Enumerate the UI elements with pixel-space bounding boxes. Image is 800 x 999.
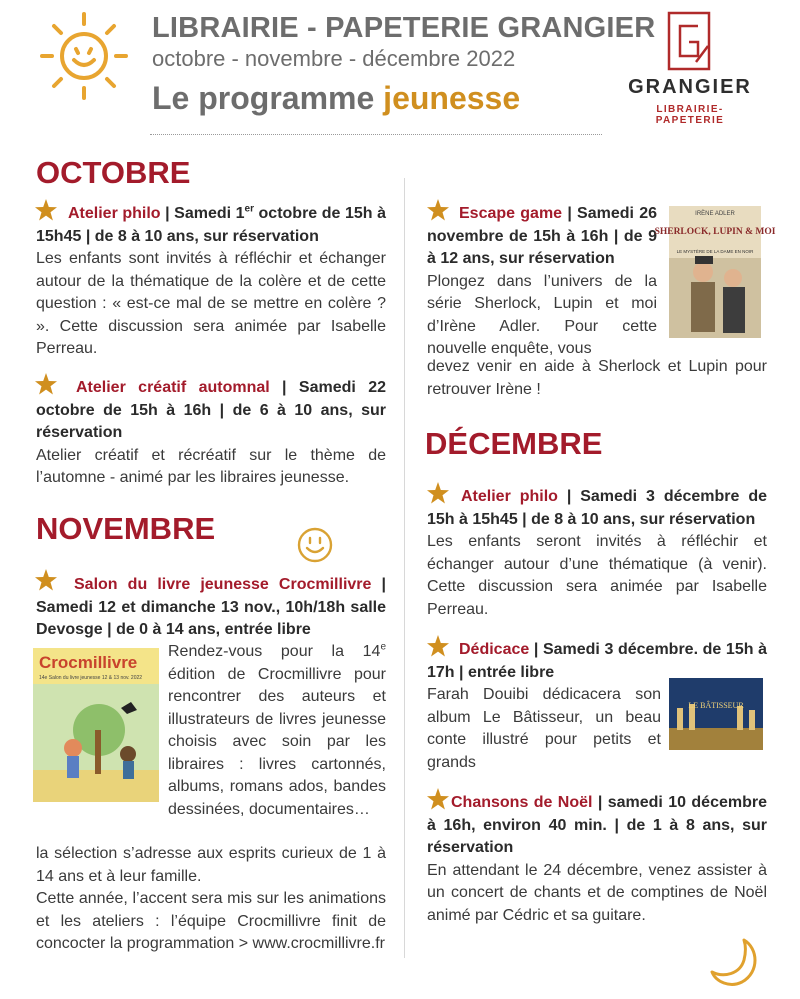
event-october-philo — [36, 203, 386, 361]
description-part: Rendez-vous pour la 14 — [168, 643, 381, 660]
event-header — [427, 792, 767, 860]
event-name: Atelier philo — [461, 488, 558, 505]
event-description: Atelier créatif et récréatif sur le thème de l’automne - animé par les libraires jeunesse. — [36, 446, 386, 486]
event-december-dedicace-text — [427, 684, 661, 774]
poster-title: Crocmillivre — [39, 653, 138, 672]
event-description: Plongez dans l’univers de la série Sherlock, Lupin et moi d’Irène Adler. Pour cette nouvelle enquête, vous — [427, 272, 657, 357]
event-schedule: | Samedi 26 novembre de 15h à 16h | de 9 à 12 ans, sur réservation — [427, 205, 657, 267]
event-description — [168, 641, 386, 821]
month-december: DÉCEMBRE — [425, 426, 603, 461]
header-title: LIBRAIRIE - PAPETERIE GRANGIER — [152, 12, 656, 44]
event-description: Les enfants sont invités à réfléchir et échanger autour de la thématique de la colère et de cette question : « est-ce mal de se mettre en colère ? ». Cette discussion sera animée par Isabelle Perreau. — [36, 250, 386, 357]
monogram-icon — [666, 10, 712, 72]
event-november-salon-more — [36, 843, 386, 956]
event-description: la sélection s’adresse aux esprits curieux de 1 à 14 ans et à leur famille. — [36, 845, 386, 885]
event-name: Escape game — [459, 205, 563, 222]
event-schedule: | Samedi 22 octobre de 15h à 16h | de 6 à 10 ans, sur réservation — [36, 379, 386, 441]
event-name: Atelier philo — [68, 205, 161, 222]
superscript: er — [244, 203, 254, 215]
smiley-icon — [296, 526, 334, 564]
month-october: OCTOBRE — [36, 155, 191, 190]
event-schedule: | Samedi 3 décembre. de 15h à 17h | entrée libre — [427, 641, 767, 681]
event-description: Farah Douibi dédicacera son album Le Bâtisseur, un beau conte illustré pour petits et grands — [427, 686, 661, 771]
event-december-noel — [427, 792, 767, 927]
description-part: édition de Crocmillivre pour rencontrer des auteurs et illustrateurs de livres jeunesse choisis avec soin par les libraires : livres cartonnés, albums, romans ados, bandes dessinées, documentaires… — [168, 665, 386, 818]
event-name: Salon du livre jeunesse Crocmillivre — [74, 576, 372, 593]
header-divider — [150, 134, 602, 135]
logo-name: GRANGIER — [628, 76, 752, 98]
event-header — [427, 486, 767, 531]
event-header — [36, 203, 386, 248]
event-december-philo — [427, 486, 767, 621]
column-divider — [404, 178, 405, 958]
cover-title: LE BÂTISSEUR — [688, 701, 744, 710]
program-accent: jeunesse — [383, 80, 521, 116]
event-november-salon-text — [168, 641, 386, 821]
month-november: NOVEMBRE — [36, 511, 216, 546]
event-november-escape-more — [427, 356, 767, 401]
batisseur-book-cover — [669, 678, 763, 750]
moon-icon — [708, 934, 764, 990]
event-schedule: | Samedi 3 décembre de 15h à 15h45 | de 8 à 10 ans, sur réservation — [427, 488, 768, 528]
program-title — [152, 80, 520, 117]
event-name: Atelier créatif automnal — [76, 379, 270, 396]
cover-title: SHERLOCK, LUPIN & MOI — [654, 227, 776, 237]
event-description: Les enfants seront invités à réfléchir et échanger autour d’une thématique (à venir). Cette discussion sera animée par Isabelle Perreau. — [427, 533, 767, 618]
event-november-salon — [36, 574, 386, 642]
sherlock-book-cover — [654, 206, 776, 338]
poster-subtitle: 14e Salon du livre jeunesse 12 & 13 nov. 2022 — [39, 675, 143, 681]
event-schedule: | Samedi 1 — [160, 205, 245, 222]
event-description: Cette année, l’accent sera mis sur les animations et les ateliers : l’équipe Crocmillivre finit de concocter la programmation > www.crocmillivre.fr — [36, 890, 386, 952]
event-schedule: | samedi 10 décembre à 16h, environ 40 min. | de 1 à 8 ans, sur réservation — [427, 794, 767, 856]
logo-tagline: LIBRAIRIE-PAPETERIE — [655, 104, 725, 126]
event-description: En attendant le 24 décembre, venez assister à un concert de chants et de comptines de Noël animé par Cédric et sa guitare. — [427, 861, 767, 924]
grangier-logo — [624, 10, 756, 126]
cover-author: IRÈNE ADLER — [695, 211, 735, 217]
event-schedule-cont: octobre de 15h à 15h45 | de 8 à 10 ans, sur réservation — [36, 205, 386, 245]
event-schedule: | Samedi 12 et dimanche 13 nov., 10h/18h salle Devosge | de 0 à 14 ans, entrée libre — [36, 576, 387, 638]
event-name: Chansons de Noël — [451, 794, 593, 811]
sun-icon — [38, 8, 130, 100]
event-header — [36, 574, 386, 642]
crocmillivre-poster — [33, 648, 159, 814]
header-subtitle: octobre - novembre - décembre 2022 — [152, 46, 516, 71]
event-header — [427, 203, 657, 271]
superscript: e — [380, 641, 386, 653]
event-november-escape — [427, 203, 657, 361]
event-description: devez venir en aide à Sherlock et Lupin pour retrouver Irène ! — [427, 358, 767, 398]
cover-subtitle: LE MYSTÈRE DE LA DAME EN NOIR — [676, 249, 754, 254]
event-header — [36, 377, 386, 445]
event-name: Dédicace — [459, 641, 530, 658]
program-prefix: Le programme — [152, 80, 384, 116]
event-october-creatif — [36, 377, 386, 490]
